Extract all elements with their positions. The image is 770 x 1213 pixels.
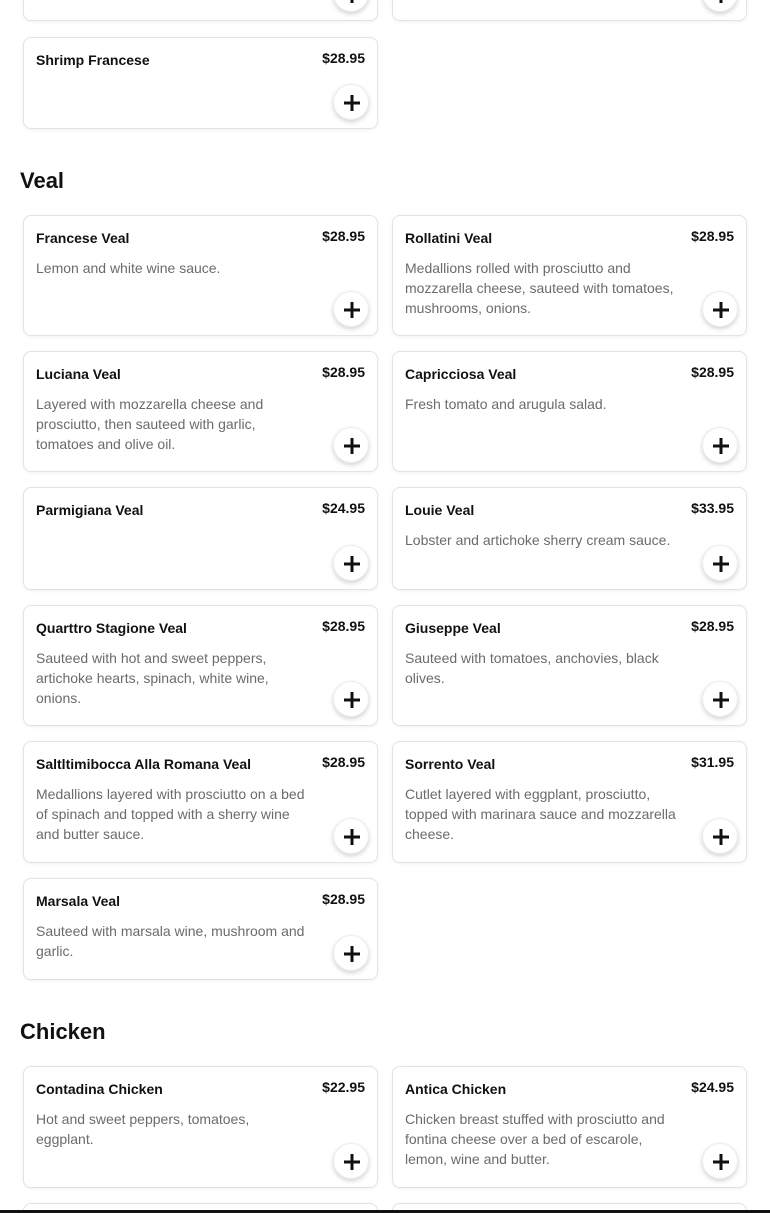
- item-name: Francese Veal: [36, 230, 130, 246]
- menu-item-card[interactable]: [23, 741, 378, 863]
- item-price: $31.95: [691, 754, 734, 770]
- add-to-cart-button[interactable]: [702, 0, 738, 12]
- add-to-cart-button[interactable]: [702, 545, 738, 581]
- plus-icon: [342, 300, 362, 320]
- plus-icon: [342, 944, 362, 964]
- item-name: Marsala Veal: [36, 893, 121, 909]
- menu-item-card[interactable]: [392, 487, 747, 590]
- add-to-cart-button[interactable]: [333, 935, 369, 971]
- plus-icon: [711, 300, 731, 320]
- item-name: Sorrento Veal: [405, 756, 496, 772]
- item-price: $28.95: [691, 364, 734, 380]
- plus-icon: [711, 436, 731, 456]
- item-price: $22.95: [322, 1079, 365, 1095]
- plus-icon: [711, 554, 731, 574]
- menu-item-card[interactable]: [23, 215, 378, 336]
- item-price: $28.95: [322, 228, 365, 244]
- item-description: Cutlet layered with eggplant, prosciutto, topped with marinara sauce and mozzarella cheese.: [405, 786, 676, 842]
- menu-item-card[interactable]: [23, 878, 378, 980]
- item-description: Sauteed with tomatoes, anchovies, black olives.: [405, 650, 659, 686]
- section-title-veal: Veal: [20, 168, 65, 193]
- item-price: $28.95: [322, 618, 365, 634]
- item-description: Fresh tomato and arugula salad.: [405, 396, 607, 412]
- add-to-cart-button[interactable]: [702, 818, 738, 854]
- item-price: $28.95: [322, 754, 365, 770]
- plus-icon: [342, 554, 362, 574]
- menu-item-card[interactable]: [23, 37, 378, 129]
- item-price: $33.95: [691, 500, 734, 516]
- item-name: Antica Chicken: [405, 1081, 507, 1097]
- plus-icon: [711, 1152, 731, 1172]
- menu-item-card[interactable]: [23, 605, 378, 726]
- add-to-cart-button[interactable]: [333, 427, 369, 463]
- item-name: Capricciosa Veal: [405, 366, 517, 382]
- item-description: Lobster and artichoke sherry cream sauce.: [405, 532, 671, 548]
- item-price: $24.95: [691, 1079, 734, 1095]
- plus-icon: [342, 1152, 362, 1172]
- add-to-cart-button[interactable]: [333, 818, 369, 854]
- item-description: Hot and sweet peppers, tomatoes, eggplant.: [36, 1111, 250, 1147]
- plus-icon: [711, 690, 731, 710]
- add-to-cart-button[interactable]: [333, 84, 369, 120]
- menu-item-card[interactable]: [23, 1066, 378, 1188]
- item-name: Giuseppe Veal: [405, 620, 501, 636]
- menu-item-card[interactable]: [392, 1066, 747, 1188]
- item-description: Sauteed with hot and sweet peppers, artichoke hearts, spinach, white wine, onions.: [36, 650, 269, 706]
- plus-icon: [342, 827, 362, 847]
- add-to-cart-button[interactable]: [702, 291, 738, 327]
- item-description: Medallions layered with prosciutto on a bed of spinach and topped with a sherry wine and butter sauce.: [36, 786, 305, 842]
- item-description: Sauteed with marsala wine, mushroom and garlic.: [36, 923, 305, 959]
- plus-icon: [342, 93, 362, 113]
- plus-icon: [711, 0, 731, 5]
- menu-item-card[interactable]: [392, 741, 747, 863]
- menu-item-card[interactable]: [392, 0, 747, 21]
- item-price: $28.95: [322, 364, 365, 380]
- menu-item-card[interactable]: [392, 605, 747, 726]
- item-description: Medallions rolled with prosciutto and mozzarella cheese, sauteed with tomatoes, mushrooms, onions.: [405, 260, 674, 316]
- item-description: Chicken breast stuffed with prosciutto and fontina cheese over a bed of escarole, lemon, wine and butter.: [405, 1111, 665, 1167]
- plus-icon: [342, 0, 362, 5]
- add-to-cart-button[interactable]: [333, 1143, 369, 1179]
- item-name: Saltltimibocca Alla Romana Veal: [36, 756, 252, 772]
- menu-item-card[interactable]: [23, 351, 378, 472]
- item-price: $28.95: [322, 891, 365, 907]
- item-price: $28.95: [691, 228, 734, 244]
- item-name: Luciana Veal: [36, 366, 121, 382]
- add-to-cart-button[interactable]: [702, 1143, 738, 1179]
- menu-item-card[interactable]: [392, 351, 747, 472]
- item-description: Layered with mozzarella cheese and prosciutto, then sauteed with garlic, tomatoes and olive oil.: [36, 396, 264, 452]
- plus-icon: [711, 827, 731, 847]
- item-price: $24.95: [322, 500, 365, 516]
- add-to-cart-button[interactable]: [333, 0, 369, 12]
- menu-item-card[interactable]: [23, 0, 378, 21]
- add-to-cart-button[interactable]: [333, 681, 369, 717]
- section-title-chicken: Chicken: [20, 1019, 106, 1044]
- item-name: Rollatini Veal: [405, 230, 493, 246]
- add-to-cart-button[interactable]: [333, 545, 369, 581]
- item-name: Shrimp Francese: [36, 52, 150, 68]
- menu-item-card[interactable]: [392, 215, 747, 336]
- menu-item-card[interactable]: [23, 487, 378, 590]
- item-name: Contadina Chicken: [36, 1081, 163, 1097]
- item-price: $28.95: [691, 618, 734, 634]
- item-name: Louie Veal: [405, 502, 475, 518]
- add-to-cart-button[interactable]: [333, 291, 369, 327]
- item-name: Parmigiana Veal: [36, 502, 144, 518]
- add-to-cart-button[interactable]: [702, 681, 738, 717]
- plus-icon: [342, 690, 362, 710]
- item-name: Quarttro Stagione Veal: [36, 620, 187, 636]
- item-description: Lemon and white wine sauce.: [36, 260, 221, 276]
- add-to-cart-button[interactable]: [702, 427, 738, 463]
- plus-icon: [342, 436, 362, 456]
- item-price: $28.95: [322, 50, 365, 66]
